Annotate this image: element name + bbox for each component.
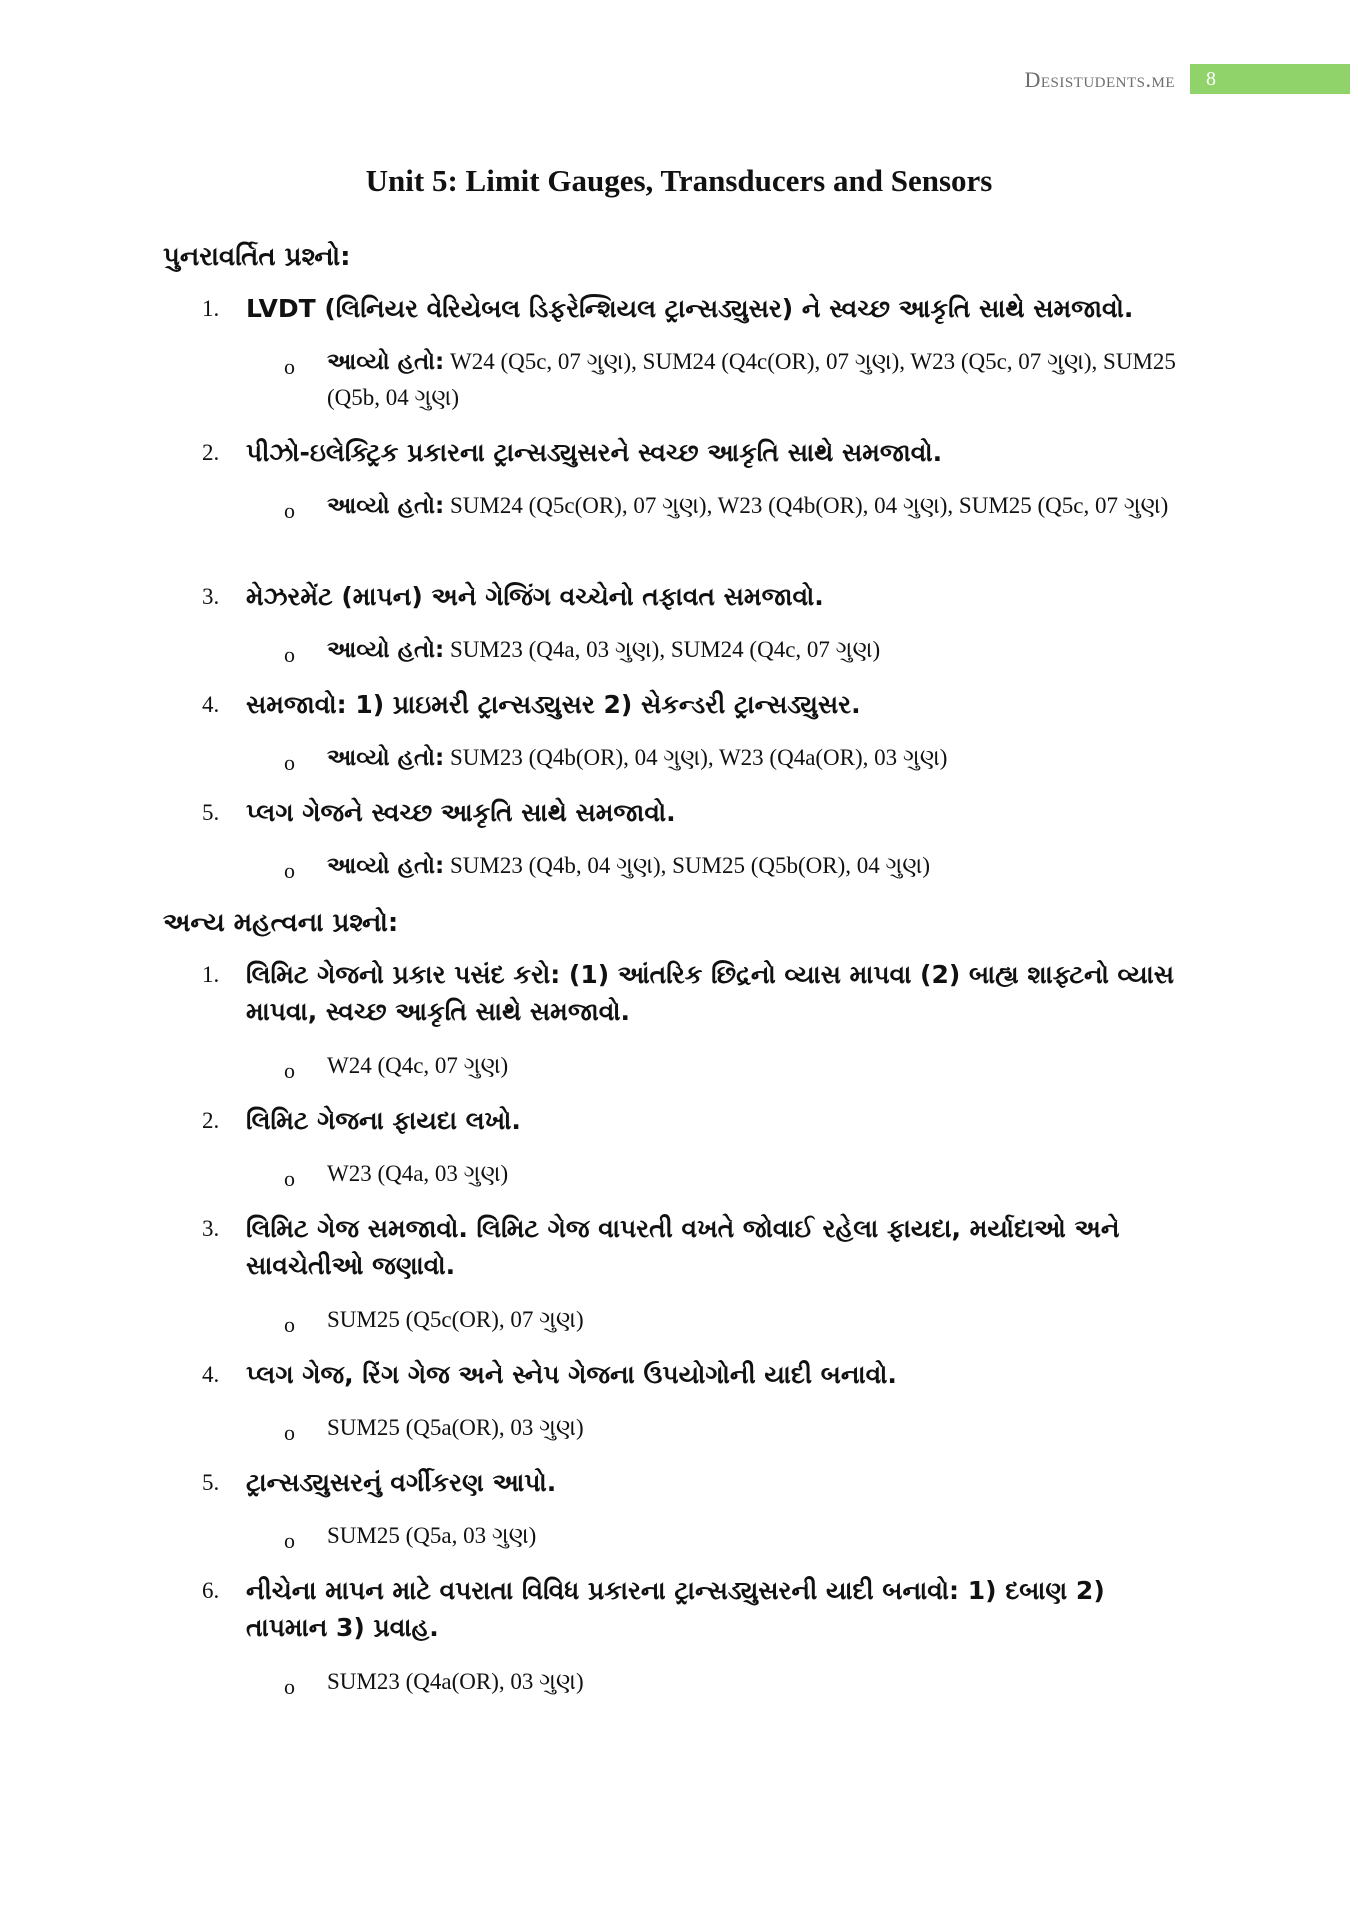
question-text: નીચેના માપન માટે વપરાતા વિવિધ પ્રકારના ટ્રાન્સડ્યુસરની યાદી બનાવો: 1) દબાણ 2) તાપમાન 3) પ્રવાહ. xyxy=(246,1576,1105,1642)
question-text: પ્લગ ગેજ, રિંગ ગેજ અને સ્નેપ ગેજના ઉપયોગોની યાદી બનાવો. xyxy=(246,1360,897,1389)
question-number: 3. xyxy=(202,584,220,609)
question-text: પીઝો-ઇલેક્ટ્રિક પ્રકારના ટ્રાન્સડ્યુસરને સ્વચ્છ આકૃતિ સાથે સમજાવો. xyxy=(246,438,943,467)
asked-in-label: આવ્યો હતો: xyxy=(327,637,445,663)
question-number: 5. xyxy=(202,800,220,825)
bullet: o xyxy=(284,1058,295,1083)
question-number: 4. xyxy=(202,692,220,717)
question-text: ટ્રાન્સડ્યુસરનું વર્ગીકરણ આપો. xyxy=(246,1468,557,1497)
asked-in-label: આવ્યો હતો: xyxy=(327,853,445,879)
asked-in-values: SUM23 (Q4a, 03 ગુણ), SUM24 (Q4c, 07 ગુણ) xyxy=(444,637,881,662)
question-text: સમજાવો: 1) પ્રાઇમરી ટ્રાન્સડ્યુસર 2) સેકન્ડરી ટ્રાન્સડ્યુસર. xyxy=(246,690,861,719)
asked-in-label: આવ્યો હતો: xyxy=(327,349,445,375)
unit-title: Unit 5: Limit Gauges, Transducers and Sensors xyxy=(365,163,993,198)
bullet: o xyxy=(284,1312,295,1337)
bullet: o xyxy=(284,354,295,379)
asked-in-text: SUM25 (Q5c(OR), 07 ગુણ) xyxy=(327,1307,584,1332)
asked-in-text: W23 (Q4a, 03 ગુણ) xyxy=(327,1161,509,1186)
page-number: 8 xyxy=(1190,64,1350,94)
asked-in-text xyxy=(327,632,1187,668)
section-repeated-heading: પુનરાવર્તિત પ્રશ્નો: xyxy=(163,242,351,272)
bullet: o xyxy=(284,750,295,775)
question-text: લિમિટ ગેજ સમજાવો. લિમિટ ગેજ વાપરતી વખતે જોવાઈ રહેલા ફાયદા, મર્યાદાઓ અને સાવચેતીઓ જણાવો. xyxy=(246,1214,1120,1280)
asked-in-values: SUM23 (Q4b(OR), 04 ગુણ), W23 (Q4a(OR), 03 ગુણ) xyxy=(444,745,948,770)
bullet: o xyxy=(284,642,295,667)
question-number: 2. xyxy=(202,440,220,465)
bullet: o xyxy=(284,858,295,883)
page-header xyxy=(980,64,1358,98)
asked-in-values: SUM23 (Q4b, 04 ગુણ), SUM25 (Q5b(OR), 04 ગુણ) xyxy=(444,853,931,878)
question-number: 3. xyxy=(202,1216,220,1241)
question-text: પ્લગ ગેજને સ્વચ્છ આકૃતિ સાથે સમજાવો. xyxy=(246,798,676,827)
asked-in-text xyxy=(327,344,1187,416)
question-text: લિમિટ ગેજના ફાયદા લખો. xyxy=(246,1106,521,1135)
question-number: 4. xyxy=(202,1362,220,1387)
question-text: LVDT (લિનિયર વેરિયેબલ ડિફરેન્શિયલ ટ્રાન્સડ્યુસર) ને સ્વચ્છ આકૃતિ સાથે સમજાવો. xyxy=(246,294,1134,323)
question-number: 1. xyxy=(202,962,220,987)
question-text: મેઝરમેંટ (માપન) અને ગેજિંગ વચ્ચેનો તફાવત સમજાવો. xyxy=(246,582,824,611)
asked-in-text xyxy=(327,740,1187,776)
asked-in-text: SUM25 (Q5a(OR), 03 ગુણ) xyxy=(327,1415,584,1440)
section-other-heading: અન્ય મહત્વના પ્રશ્નો: xyxy=(163,908,399,938)
bullet: o xyxy=(284,1528,295,1553)
site-name: Desistudents.me xyxy=(1024,67,1175,92)
bullet: o xyxy=(284,498,295,523)
question-number: 6. xyxy=(202,1578,220,1603)
question-number: 1. xyxy=(202,296,220,321)
bullet: o xyxy=(284,1166,295,1191)
asked-in-label: આવ્યો હતો: xyxy=(327,745,445,771)
question-number: 5. xyxy=(202,1470,220,1495)
asked-in-text: SUM23 (Q4a(OR), 03 ગુણ) xyxy=(327,1669,584,1694)
asked-in-text: W24 (Q4c, 07 ગુણ) xyxy=(327,1053,509,1078)
asked-in-text xyxy=(327,848,1187,884)
asked-in-label: આવ્યો હતો: xyxy=(327,493,445,519)
bullet: o xyxy=(284,1420,295,1445)
question-text: લિમિટ ગેજનો પ્રકાર પસંદ કરો: (1) આંતરિક છિદ્રનો વ્યાસ માપવા (2) બાહ્ય શાફ્ટનો વ્યાસ માપવા, સ્વચ્છ આકૃતિ સાથે સમજાવો. xyxy=(246,960,1174,1026)
asked-in-text xyxy=(327,488,1187,524)
asked-in-values: W24 (Q5c, 07 ગુણ), SUM24 (Q4c(OR), 07 ગુણ), W23 (Q5c, 07 ગુણ), SUM25 (Q5b, 04 ગુણ) xyxy=(327,349,1176,410)
bullet: o xyxy=(284,1674,295,1699)
asked-in-values: SUM24 (Q5c(OR), 07 ગુણ), W23 (Q4b(OR), 04 ગુણ), SUM25 (Q5c, 07 ગુણ) xyxy=(444,493,1169,518)
question-number: 2. xyxy=(202,1108,220,1133)
asked-in-text: SUM25 (Q5a, 03 ગુણ) xyxy=(327,1523,537,1548)
